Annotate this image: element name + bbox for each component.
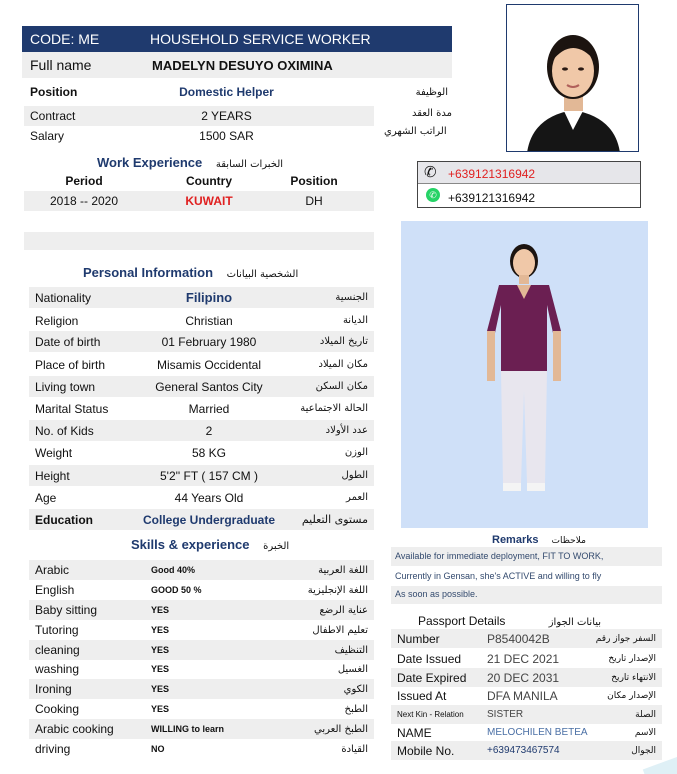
worker-code: CODE: ME	[30, 31, 100, 47]
personal-row-arabic: الديانة	[342, 315, 368, 326]
personal-row-label: Living town	[35, 379, 96, 394]
skill-row-arabic: الطبخ	[344, 703, 368, 715]
personal-info-title	[83, 265, 298, 280]
work-experience-title-en: Work Experience	[97, 155, 203, 170]
personal-info-title-ar: الشخصية البيانات	[226, 269, 299, 280]
skill-row-label: driving	[35, 742, 71, 756]
personal-row-arabic: مكان السكن	[315, 381, 368, 392]
personal-row-value: Filipino	[185, 290, 233, 305]
work-position: DH	[305, 194, 323, 208]
skill-row-arabic: اللغة الإنجليزية	[307, 584, 368, 596]
personal-row	[29, 287, 374, 308]
skill-row	[29, 659, 374, 679]
skill-row	[29, 620, 374, 640]
passport-title	[418, 614, 601, 628]
skill-row-value: YES	[151, 625, 170, 635]
skill-row-label: Tutoring	[35, 623, 79, 637]
skill-row-arabic: الكوي	[343, 683, 368, 695]
col-period: Period	[65, 174, 103, 188]
passport-row-arabic: الصلة	[635, 709, 656, 720]
personal-row-arabic: تاريخ الميلاد	[319, 336, 368, 347]
skill-row-arabic: عناية الرضع	[319, 604, 368, 616]
personal-row-arabic: عدد الأولاد	[325, 425, 368, 436]
passport-row-value: 20 DEC 2031	[487, 670, 560, 685]
remarks-title	[492, 534, 586, 546]
personal-row	[29, 509, 374, 530]
table-row	[24, 191, 374, 211]
work-country: KUWAIT	[185, 194, 233, 208]
skill-row-label: Arabic cooking	[35, 722, 114, 736]
personal-row-value: Married	[188, 401, 230, 416]
col-position: Position	[290, 174, 338, 188]
passport-row	[391, 629, 662, 648]
full-body-illustration	[401, 221, 648, 528]
passport-row	[391, 649, 662, 668]
passport-row	[391, 668, 662, 687]
personal-row-arabic: الوزن	[344, 447, 368, 458]
skill-row-value: YES	[151, 605, 170, 615]
passport-row-value: P8540042B	[487, 631, 550, 646]
personal-row	[29, 376, 374, 397]
personal-row-arabic: الطول	[341, 470, 368, 481]
personal-info-title-en: Personal Information	[83, 265, 214, 280]
passport-title-en: Passport Details	[418, 614, 506, 628]
personal-row-value: Misamis Occidental	[156, 357, 262, 372]
skill-row-label: Arabic	[35, 563, 70, 577]
remarks-title-ar: ملاحظات	[551, 536, 586, 546]
skill-row-arabic: القيادة	[341, 743, 368, 755]
passport-row-value: 21 DEC 2021	[487, 651, 560, 666]
remarks-title-en: Remarks	[492, 534, 539, 546]
passport-row-arabic: الانتهاء تاريخ	[611, 672, 656, 683]
skill-row-value: YES	[151, 684, 170, 694]
personal-row-label: No. of Kids	[35, 423, 94, 438]
full-body-photo	[401, 221, 648, 528]
contract-row	[24, 106, 374, 126]
personal-row-label: Marital Status	[35, 401, 109, 416]
passport-title-ar: بيانات الجواز	[548, 617, 602, 628]
skill-row	[29, 739, 374, 759]
skill-row-label: Ironing	[35, 682, 72, 696]
col-country: Country	[186, 174, 232, 188]
personal-row-label: Date of birth	[35, 334, 101, 349]
salary-label: Salary	[30, 129, 65, 143]
personal-row-value: 44 Years Old	[174, 490, 244, 505]
full-name-label: Full name	[30, 57, 92, 73]
passport-row-arabic: الجوال	[631, 745, 656, 756]
personal-row-label: Education	[35, 512, 94, 527]
personal-row	[29, 354, 374, 375]
personal-row	[29, 442, 374, 463]
personal-row-arabic: مستوى التعليم	[301, 513, 368, 526]
position-arabic: الوظيفة	[415, 86, 448, 98]
skills-title-ar: الخبرة	[263, 541, 290, 552]
document-title: HOUSEHOLD SERVICE WORKER	[150, 31, 371, 47]
passport-row-label: Mobile No.	[397, 743, 455, 758]
passport-row-label: NAME	[397, 725, 432, 740]
work-period: 2018 -- 2020	[49, 194, 119, 208]
contract-arabic: مدة العقد	[412, 108, 452, 119]
remark-line: As soon as possible.	[391, 586, 662, 604]
skills-title-en: Skills & experience	[131, 537, 250, 552]
salary-value: 1500 SAR	[199, 129, 254, 143]
personal-row-value: General Santos City	[155, 379, 263, 394]
passport-row	[391, 723, 662, 742]
skill-row-value: NO	[151, 744, 165, 754]
phone-number[interactable]: +639121316942	[448, 167, 536, 181]
personal-row-arabic: مكان الميلاد	[318, 359, 368, 370]
personal-row-label: Weight	[35, 445, 73, 460]
passport-row-label: Next Kin - Relation	[397, 710, 464, 719]
passport-row-label: Date Issued	[397, 651, 462, 666]
personal-row-arabic: العمر	[346, 492, 368, 503]
whatsapp-number[interactable]: +639121316942	[448, 191, 536, 205]
passport-row-value: DFA MANILA	[487, 688, 558, 703]
skill-row-label: washing	[35, 662, 80, 676]
passport-row-label: Number	[397, 631, 440, 646]
skill-row-arabic: اللغة العربية	[318, 564, 368, 576]
personal-row-value: College Undergraduate	[142, 512, 276, 527]
skill-row-arabic: الطبخ العربي	[314, 723, 368, 735]
portrait-illustration	[507, 5, 639, 152]
passport-row-value: +639473467574	[487, 745, 560, 756]
whatsapp-row	[418, 185, 640, 207]
contract-label: Contract	[30, 109, 76, 123]
skill-row-arabic: التنظيف	[334, 644, 368, 656]
portrait-photo	[506, 4, 639, 152]
personal-row	[29, 331, 374, 352]
passport-row	[391, 705, 662, 724]
contact-box	[417, 161, 641, 208]
remark-line: Currently in Gensan, she's ACTIVE and willing to fly	[395, 571, 602, 581]
skill-row	[29, 600, 374, 620]
skill-row-value: Good 40%	[151, 565, 196, 575]
passport-row-value: MELOCHILEN BETEA	[487, 727, 588, 738]
skill-row-value: YES	[151, 664, 170, 674]
contract-value: 2 YEARS	[201, 109, 252, 123]
passport-row-arabic: الإصدار تاريخ	[608, 653, 656, 664]
personal-row-label: Religion	[35, 313, 79, 328]
phone-icon: ✆	[424, 164, 437, 181]
skill-row	[29, 719, 374, 739]
passport-row-arabic: السفر جواز رقم	[595, 633, 656, 644]
personal-row-label: Place of birth	[35, 357, 106, 372]
skill-row-value: YES	[151, 645, 170, 655]
skill-row	[29, 640, 374, 660]
work-experience-title	[97, 155, 283, 170]
position-value: Domestic Helper	[179, 85, 274, 99]
salary-arabic: الراتب الشهري	[384, 126, 447, 137]
skill-row-label: Cooking	[35, 702, 80, 716]
personal-row-value: 58 KG	[191, 445, 227, 460]
personal-row-label: Nationality	[35, 290, 92, 305]
skill-row-label: English	[35, 583, 75, 597]
skill-row-label: Baby sitting	[35, 603, 98, 617]
skill-row-value: WILLING to learn	[151, 724, 224, 734]
skill-row-value: GOOD 50 %	[151, 585, 202, 595]
remark-line: Available for immediate deployment, FIT TO WORK,	[391, 547, 662, 566]
position-row	[24, 82, 454, 102]
passport-row	[391, 686, 662, 705]
passport-row-label: Issued At	[397, 688, 447, 703]
personal-row	[29, 420, 374, 441]
personal-row	[29, 310, 374, 331]
full-name-row	[22, 52, 452, 78]
header-bar	[22, 26, 452, 52]
whatsapp-icon: ✆	[426, 188, 440, 202]
passport-row-arabic: الإصدار مكان	[607, 690, 656, 701]
personal-row	[29, 487, 374, 508]
passport-row-label: Date Expired	[397, 670, 467, 685]
personal-row-label: Age	[35, 490, 57, 505]
skill-row-arabic: تعليم الاطفال	[312, 624, 368, 636]
full-name-value: MADELYN DESUYO OXIMINA	[152, 57, 333, 73]
personal-row-value: 01 February 1980	[161, 334, 257, 349]
work-experience-title-ar: الخبرات السابقة	[215, 159, 284, 170]
personal-row-value: 2	[205, 423, 213, 438]
blank-divider	[24, 232, 374, 250]
salary-row	[24, 126, 374, 146]
personal-row	[29, 465, 374, 486]
personal-row	[29, 398, 374, 419]
skill-row	[29, 699, 374, 719]
passport-row-value: SISTER	[487, 709, 524, 720]
skill-row-arabic: الغسيل	[337, 663, 368, 675]
passport-row-arabic: الاسم	[634, 727, 656, 738]
phone-row	[418, 162, 640, 184]
personal-row-value: Christian	[185, 313, 233, 328]
work-experience-header	[24, 172, 374, 190]
skill-row-label: cleaning	[35, 643, 80, 657]
position-label: Position	[30, 85, 78, 99]
personal-row-arabic: الحالة الاجتماعية	[300, 403, 368, 414]
skill-row	[29, 679, 374, 699]
personal-row-label: Height	[35, 468, 70, 483]
passport-row	[391, 741, 662, 760]
skill-row	[29, 580, 374, 600]
skill-row-value: YES	[151, 704, 170, 714]
skills-title	[131, 537, 289, 552]
personal-row-value: 5'2'' FT ( 157 CM )	[159, 468, 258, 483]
skill-row	[29, 560, 374, 580]
personal-row-arabic: الجنسية	[335, 292, 368, 303]
